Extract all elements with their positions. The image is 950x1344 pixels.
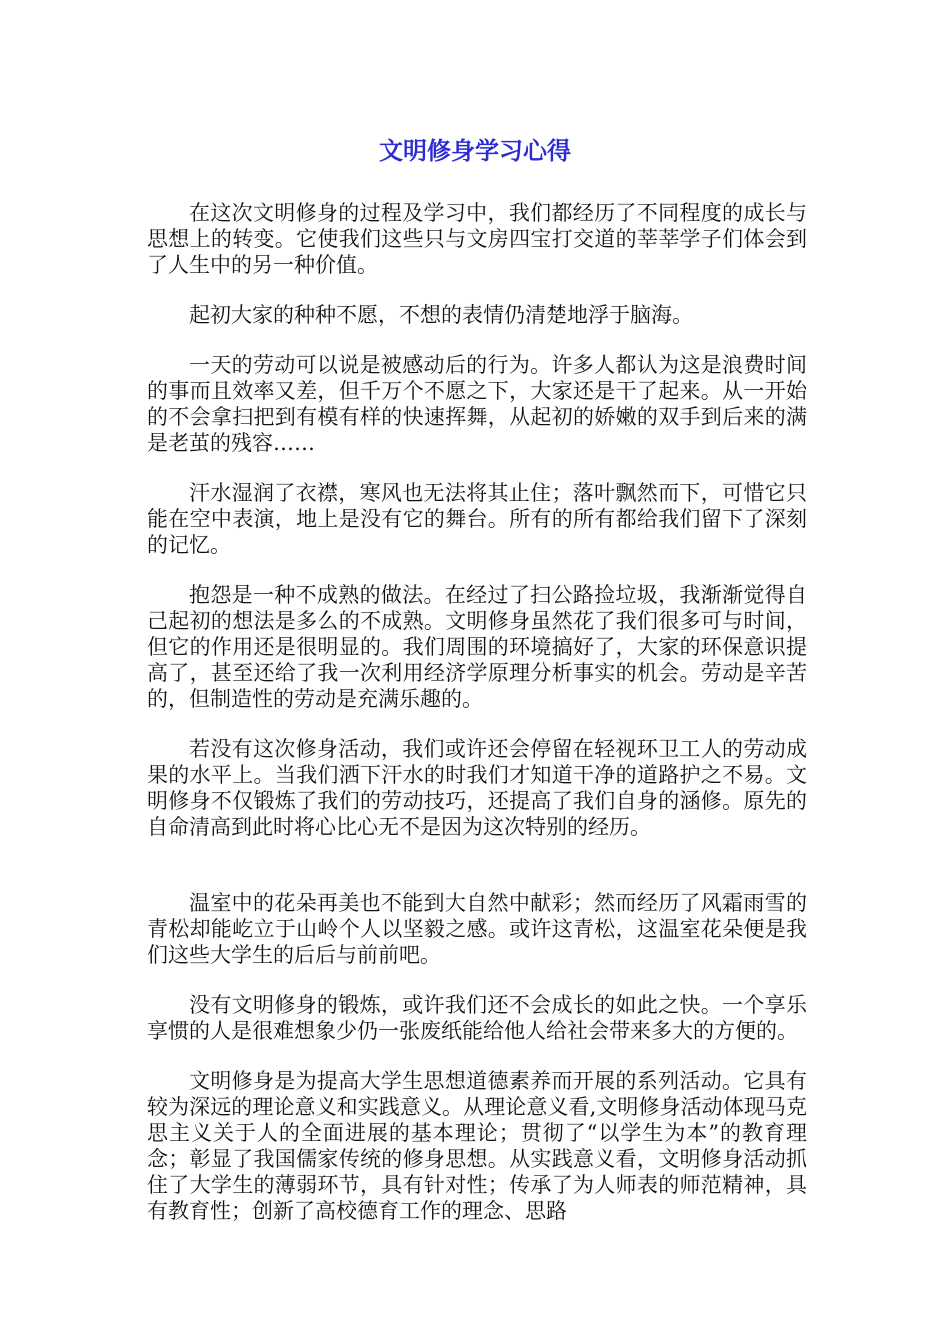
paragraph-6: 若没有这次修身活动，我们或许还会停留在轻视环卫工人的劳动成果的水平上。当我们洒下汗水的时我们才知道干净的道路护之不易。文明修身不仅锻炼了我们的劳动技巧，还提高了我们自身的涵修。原先的自命清高到此时将心比心无不是因为这次特别的经历。 xyxy=(147,737,807,839)
document-title: 文明修身学习心得 xyxy=(379,137,571,165)
paragraph-4: 汗水湿润了衣襟，寒风也无法将其止住；落叶飘然而下，可惜它只能在空中表演，地上是没有它的舞台。所有的所有都给我们留下了深刻的记忆。 xyxy=(147,481,807,557)
paragraph-1: 在这次文明修身的过程及学习中，我们都经历了不同程度的成长与思想上的转变。它使我们这些只与文房四宝打交道的莘莘学子们体会到了人生中的另一种价值。 xyxy=(147,201,807,277)
paragraph-2: 起初大家的种种不愿，不想的表情仍清楚地浮于脑海。 xyxy=(189,303,693,327)
paragraph-7: 温室中的花朵再美也不能到大自然中献彩；然而经历了风霜雨雪的青松却能屹立于山岭个人以坚毅之感。或许这青松，这温室花朵便是我们这些大学生的后后与前前吧。 xyxy=(147,891,807,967)
document-body xyxy=(147,200,807,1248)
paragraph-5: 抱怨是一种不成熟的做法。在经过了扫公路捡垃圾，我渐渐觉得自己起初的想法是多么的不成熟。文明修身虽然花了我们很多可与时间，但它的作用还是很明显的。我们周围的环境搞好了，大家的环保意识提高了，甚至还给了我一次利用经济学原理分析事实的机会。劳动是辛苦的，但制造性的劳动是充满乐趣的。 xyxy=(147,583,807,711)
paragraph-3: 一天的劳动可以说是被感动后的行为。许多人都认为这是浪费时间的事而且效率又差，但千万个不愿之下，大家还是干了起来。从一开始的不会拿扫把到有模有样的快速挥舞，从起初的娇嫩的双手到后来的满是老茧的残容…… xyxy=(147,353,807,455)
paragraph-8: 没有文明修身的锻炼，或许我们还不会成长的如此之快。一个享乐享惯的人是很难想象少仍一张废纸能给他人给社会带来多大的方便的。 xyxy=(147,993,807,1043)
paragraph-9: 文明修身是为提高大学生思想道德素养而开展的系列活动。它具有较为深远的理论意义和实践意义。从理论意义看,文明修身活动体现马克思主义关于人的全面进展的基本理论；贯彻了“以学生为本”的教育理念；彰显了我国儒家传统的修身思想。从实践意义看，文明修身活动抓住了大学生的薄弱环节，具有针对性；传承了为人师表的师范精神，具有教育性；创新了高校德育工作的理念、思路 xyxy=(147,1069,807,1223)
